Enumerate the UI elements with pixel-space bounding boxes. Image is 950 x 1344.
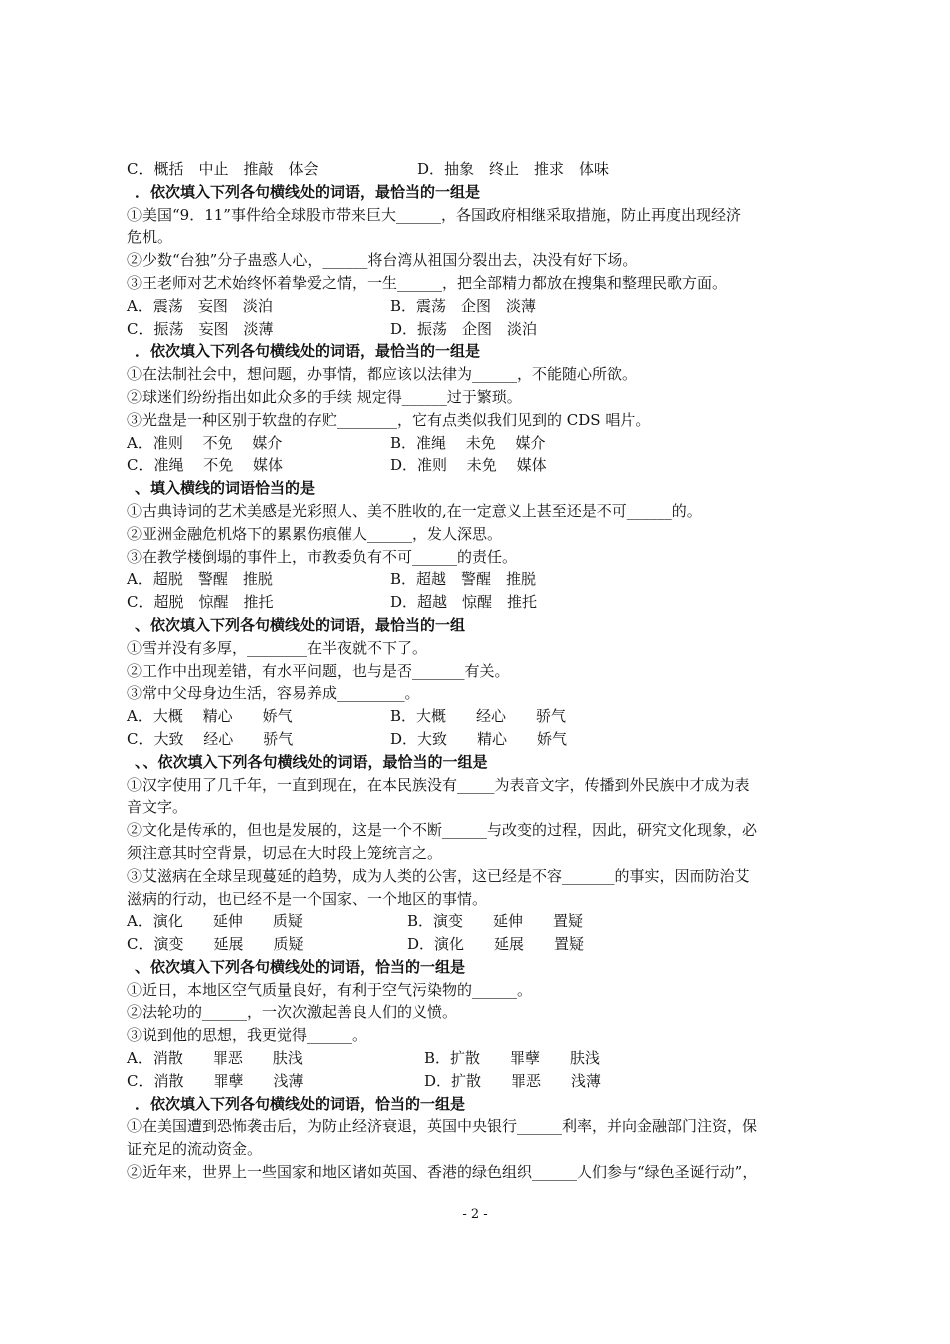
- answer-option: C．振荡 妄图 淡薄: [127, 319, 274, 338]
- answer-option: A．演化 延伸 质疑: [127, 912, 303, 931]
- answer-option: B．超越 警醒 推脱: [390, 570, 537, 589]
- answer-option: D．扩散 罪恶 浅薄: [424, 1071, 602, 1090]
- text-line: 滋病的行动，也已经不是一个国家、一个地区的事情。: [127, 889, 488, 908]
- text-line: ③常中父母身边生活，容易养成_________。: [127, 684, 420, 703]
- text-line: ②工作中出现差错，有水平问题，也与是否_______有关。: [127, 661, 510, 680]
- text-line: 危机。: [127, 228, 173, 247]
- question-heading: ．依次填入下列各句横线处的词语，最恰当的一组是: [135, 342, 481, 361]
- answer-options-row: [127, 933, 827, 956]
- answer-option: D．振荡 企图 淡泊: [390, 319, 538, 338]
- answer-options-row: [127, 568, 827, 591]
- answer-option: C．消散 罪孽 浅薄: [127, 1071, 304, 1090]
- page-number: - 2 -: [462, 1207, 488, 1222]
- question-heading: 、填入横线的词语恰当的是: [135, 479, 316, 498]
- answer-options-row: [127, 295, 827, 318]
- answer-options-row: [127, 318, 827, 341]
- answer-options-row: [127, 432, 827, 455]
- document-body: [127, 158, 827, 1184]
- text-line: ③在教学楼倒塌的事件上，市教委负有不可______的责任。: [127, 547, 518, 566]
- answer-option: A．超脱 警醒 推脱: [127, 570, 273, 589]
- text-line: 音文字。: [127, 798, 188, 817]
- answer-option: A．准则 不免 媒介: [127, 433, 283, 452]
- answer-options-row: [127, 910, 827, 933]
- answer-option: C．大致 经心 骄气: [127, 729, 294, 748]
- answer-option: D．演化 延展 置疑: [407, 935, 585, 954]
- text-line: ②文化是传承的，但也是发展的，这是一个不断______与改变的过程，因此，研究文化现象，必: [127, 821, 758, 840]
- answer-options-row: [127, 454, 827, 477]
- text-line: ②少数“台独”分子蛊惑人心，______将台湾从祖国分裂出去，决没有好下场。: [127, 251, 638, 270]
- text-line: ①在法制社会中，想问题，办事情，都应该以法律为______，不能随心所欲。: [127, 365, 638, 384]
- text-line: ②近年来，世界上一些国家和地区诸如英国、香港的绿色组织______人们参与“绿色圣诞行动”，: [127, 1163, 758, 1182]
- answer-option: B．准绳 未免 媒介: [390, 433, 546, 452]
- text-line: ③说到他的思想，我更觉得______。: [127, 1026, 368, 1045]
- answer-option: C．演变 延展 质疑: [127, 935, 304, 954]
- text-line: ①近日，本地区空气质量良好，有利于空气污染物的______。: [127, 980, 533, 999]
- answer-options-row: [127, 728, 827, 751]
- text-line: ③艾滋病在全球呈现蔓延的趋势，成为人类的公害，这已经是不容_______的事实，因而防治艾: [127, 866, 750, 885]
- answer-option: D．超越 惊醒 推托: [390, 593, 538, 612]
- answer-option: A．大概 精心 娇气: [127, 707, 293, 726]
- text-line: ①在美国遭到恐怖袭击后，为防止经济衰退，英国中央银行______利率，并向金融部门注资，保: [127, 1117, 758, 1136]
- answer-option: C．准绳 不免 媒体: [127, 456, 284, 475]
- answer-options-row: [127, 1047, 827, 1070]
- answer-options-row: [127, 158, 827, 181]
- text-line: ①汉字使用了几千年，一直到现在，在本民族没有_____为表音文字，传播到外民族中才成为表: [127, 775, 750, 794]
- answer-option: D．准则 未免 媒体: [390, 456, 547, 475]
- text-line: 证充足的流动资金。: [127, 1140, 263, 1159]
- answer-option: C．超脱 惊醒 推托: [127, 593, 274, 612]
- text-line: ②球迷们纷纷指出如此众多的手续 规定得______过于繁琐。: [127, 387, 522, 406]
- answer-option: A．消散 罪恶 肤浅: [127, 1049, 303, 1068]
- answer-option: B．扩散 罪孽 肤浅: [424, 1049, 601, 1068]
- answer-options-row: [127, 705, 827, 728]
- text-line: 须注意其时空背景，切忌在大时段上笼统言之。: [127, 843, 443, 862]
- text-line: ③王老师对艺术始终怀着挚爱之情，一生______，把全部精力都放在搜集和整理民歌方面。: [127, 273, 728, 292]
- answer-option: D．抽象 终止 推求 体味: [417, 160, 610, 178]
- text-line: ①美国“9．11”事件给全球股市带来巨大______，各国政府相继采取措施，防止再度出现经济: [127, 205, 741, 224]
- text-line: ③光盘是一种区别于软盘的存贮________，它有点类似我们见到的 CDS 唱片。: [127, 410, 651, 429]
- text-line: ①古典诗词的艺术美感是光彩照人、美不胜收的,在一定意义上甚至还是不可______的。: [127, 501, 702, 520]
- answer-option: A．震荡 妄图 淡泊: [127, 296, 273, 315]
- question-heading: 、依次填入下列各句横线处的词语，恰当的一组是: [135, 957, 466, 976]
- answer-option: D．大致 精心 娇气: [390, 729, 568, 748]
- text-line: ①雪并没有多厚，________在半夜就不下了。: [127, 638, 428, 657]
- answer-option: B．大概 经心 骄气: [390, 707, 567, 726]
- question-heading: ．依次填入下列各句横线处的词语，恰当的一组是: [135, 1094, 466, 1113]
- answer-option: B．演变 延伸 置疑: [407, 912, 584, 931]
- answer-option: C．概括 中止 推敲 体会: [127, 160, 319, 178]
- text-line: ②亚洲金融危机烙下的累累伤痕催人______，发人深思。: [127, 524, 503, 543]
- question-heading: 、依次填入下列各句横线处的词语，最恰当的一组: [135, 615, 466, 634]
- answer-option: B．震荡 企图 淡薄: [390, 296, 537, 315]
- question-heading: ．依次填入下列各句横线处的词语，最恰当的一组是: [135, 182, 481, 201]
- question-heading: 、、依次填入下列各句横线处的词语，最恰当的一组是: [135, 752, 488, 771]
- answer-options-row: [127, 1070, 827, 1093]
- answer-options-row: [127, 591, 827, 614]
- text-line: ②法轮功的______，一次次激起善良人们的义愤。: [127, 1003, 458, 1022]
